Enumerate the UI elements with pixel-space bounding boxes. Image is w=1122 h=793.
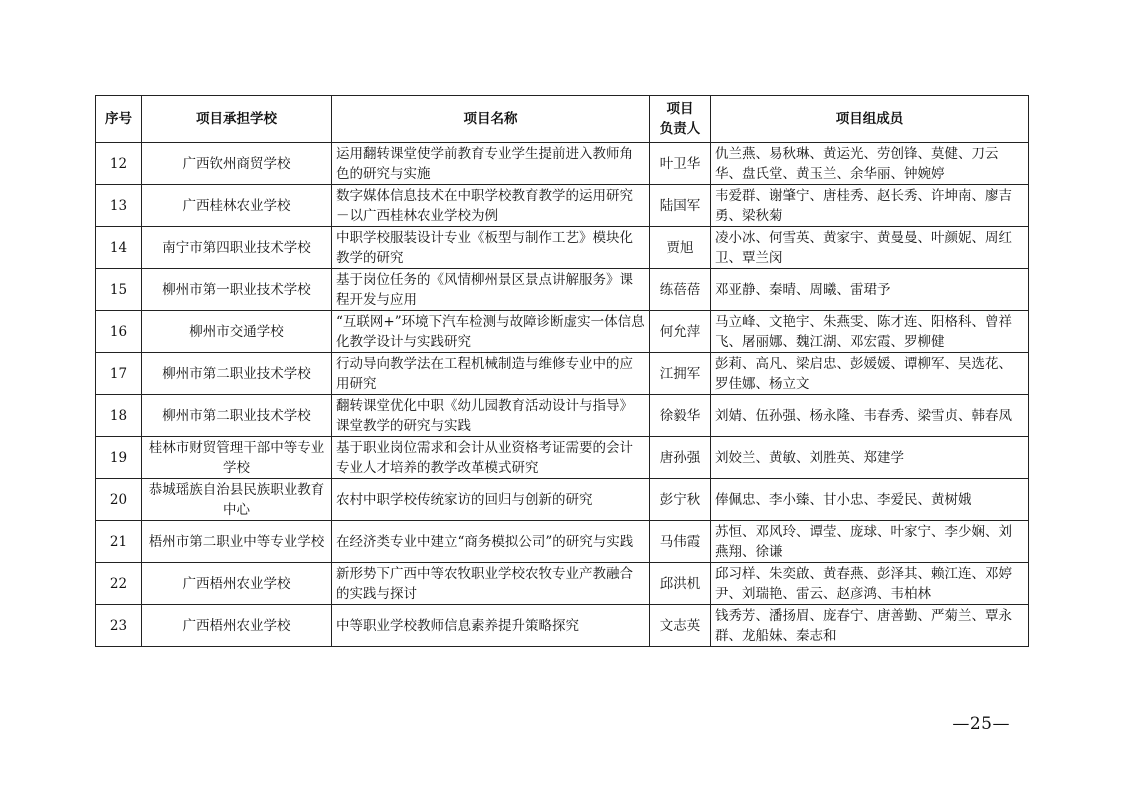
members-cell: 刘姣兰、黄敏、刘胜英、郑建学 <box>711 437 1029 479</box>
project-name-cell: 数字媒体信息技术在中职学校教育教学的运用研究－以广西桂林农业学校为例 <box>332 185 650 227</box>
school-cell: 广西梧州农业学校 <box>142 605 332 647</box>
project-lead-cell: 练蓓蓓 <box>650 269 711 311</box>
table-row <box>96 269 1029 311</box>
members-cell: 苏恒、邓风玲、谭莹、庞球、叶家宁、李少娴、刘燕翔、徐谦 <box>711 521 1029 563</box>
header-members: 项目组成员 <box>711 96 1029 143</box>
project-lead-cell: 何允萍 <box>650 311 711 353</box>
school-cell: 恭城瑶族自治县民族职业教育中心 <box>142 479 332 521</box>
row-number: 17 <box>96 353 142 395</box>
row-number: 14 <box>96 227 142 269</box>
project-name-cell: “互联网+”环境下汽车检测与故障诊断虚实一体信息化教学设计与实践研究 <box>332 311 650 353</box>
row-number: 20 <box>96 479 142 521</box>
project-name-cell: 农村中职学校传统家访的回归与创新的研究 <box>332 479 650 521</box>
table-header-row <box>96 96 1029 143</box>
project-lead-cell: 江拥军 <box>650 353 711 395</box>
row-number: 22 <box>96 563 142 605</box>
members-cell: 俸佩忠、李小臻、甘小忠、李爱民、黄树娥 <box>711 479 1029 521</box>
table-row <box>96 563 1029 605</box>
project-name-cell: 新形势下广西中等农牧职业学校农牧专业产教融合的实践与探讨 <box>332 563 650 605</box>
project-name-cell: 基于职业岗位需求和会计从业资格考证需要的会计专业人才培养的教学改革模式研究 <box>332 437 650 479</box>
members-cell: 邓亚静、秦晴、周曦、雷珺予 <box>711 269 1029 311</box>
project-table <box>95 95 1029 647</box>
school-cell: 广西梧州农业学校 <box>142 563 332 605</box>
project-lead-cell: 文志英 <box>650 605 711 647</box>
project-lead-cell: 陆国军 <box>650 185 711 227</box>
project-name-cell: 翻转课堂优化中职《幼儿园教育活动设计与指导》课堂教学的研究与实践 <box>332 395 650 437</box>
project-lead-cell: 唐孙强 <box>650 437 711 479</box>
school-cell: 广西桂林农业学校 <box>142 185 332 227</box>
table-row <box>96 479 1029 521</box>
project-lead-cell: 贾旭 <box>650 227 711 269</box>
table-row <box>96 605 1029 647</box>
table-row <box>96 185 1029 227</box>
project-name-cell: 运用翻转课堂使学前教育专业学生提前进入教师角色的研究与实施 <box>332 143 650 185</box>
project-name-cell: 中等职业学校教师信息素养提升策略探究 <box>332 605 650 647</box>
row-number: 15 <box>96 269 142 311</box>
members-cell: 仇兰燕、易秋琳、黄运光、劳创锋、莫健、刀云华、盘氏堂、黄玉兰、余华丽、钟婉婷 <box>711 143 1029 185</box>
table-row <box>96 521 1029 563</box>
project-name-cell: 在经济类专业中建立“商务模拟公司”的研究与实践 <box>332 521 650 563</box>
row-number: 23 <box>96 605 142 647</box>
header-no: 序号 <box>96 96 142 143</box>
project-name-cell: 基于岗位任务的《风情柳州景区景点讲解服务》课程开发与应用 <box>332 269 650 311</box>
school-cell: 梧州市第二职业中等专业学校 <box>142 521 332 563</box>
members-cell: 马立峰、文艳宇、朱燕雯、陈才连、阳格科、曾祥飞、屠丽娜、魏江湖、邓宏霞、罗柳健 <box>711 311 1029 353</box>
project-lead-cell: 徐毅华 <box>650 395 711 437</box>
row-number: 12 <box>96 143 142 185</box>
header-school: 项目承担学校 <box>142 96 332 143</box>
members-cell: 彭莉、高凡、梁启忠、彭媛媛、谭柳军、吴选花、罗佳娜、杨立文 <box>711 353 1029 395</box>
school-cell: 柳州市第一职业技术学校 <box>142 269 332 311</box>
row-number: 16 <box>96 311 142 353</box>
row-number: 19 <box>96 437 142 479</box>
school-cell: 柳州市第二职业技术学校 <box>142 395 332 437</box>
members-cell: 刘婧、伍孙强、杨永隆、韦春秀、梁雪贞、韩春凤 <box>711 395 1029 437</box>
school-cell: 柳州市交通学校 <box>142 311 332 353</box>
members-cell: 钱秀芳、潘扬眉、庞春宁、唐善勤、严菊兰、覃永群、龙船妹、秦志和 <box>711 605 1029 647</box>
header-name: 项目名称 <box>332 96 650 143</box>
table-row <box>96 311 1029 353</box>
row-number: 21 <box>96 521 142 563</box>
table-row <box>96 227 1029 269</box>
table-row <box>96 353 1029 395</box>
project-name-cell: 行动导向教学法在工程机械制造与维修专业中的应用研究 <box>332 353 650 395</box>
school-cell: 柳州市第二职业技术学校 <box>142 353 332 395</box>
table-row <box>96 143 1029 185</box>
table-body <box>96 143 1029 647</box>
project-lead-cell: 彭宁秋 <box>650 479 711 521</box>
table-row <box>96 437 1029 479</box>
members-cell: 邱习样、朱奕啟、黄春燕、彭泽其、赖江连、邓婷尹、刘瑞艳、雷云、赵彦鸿、韦柏林 <box>711 563 1029 605</box>
project-lead-cell: 邱洪机 <box>650 563 711 605</box>
row-number: 13 <box>96 185 142 227</box>
school-cell: 桂林市财贸管理干部中等专业学校 <box>142 437 332 479</box>
header-lead: 项目 负责人 <box>650 96 711 143</box>
page-number: —25— <box>952 714 1010 734</box>
table-row <box>96 395 1029 437</box>
members-cell: 凌小冰、何雪英、黄家宇、黄曼曼、叶颜妮、周红卫、覃兰闵 <box>711 227 1029 269</box>
project-lead-cell: 马伟霞 <box>650 521 711 563</box>
members-cell: 韦爱群、谢肇宁、唐桂秀、赵长秀、许坤南、廖吉勇、梁秋菊 <box>711 185 1029 227</box>
project-lead-cell: 叶卫华 <box>650 143 711 185</box>
school-cell: 广西钦州商贸学校 <box>142 143 332 185</box>
school-cell: 南宁市第四职业技术学校 <box>142 227 332 269</box>
project-name-cell: 中职学校服装设计专业《板型与制作工艺》模块化教学的研究 <box>332 227 650 269</box>
row-number: 18 <box>96 395 142 437</box>
